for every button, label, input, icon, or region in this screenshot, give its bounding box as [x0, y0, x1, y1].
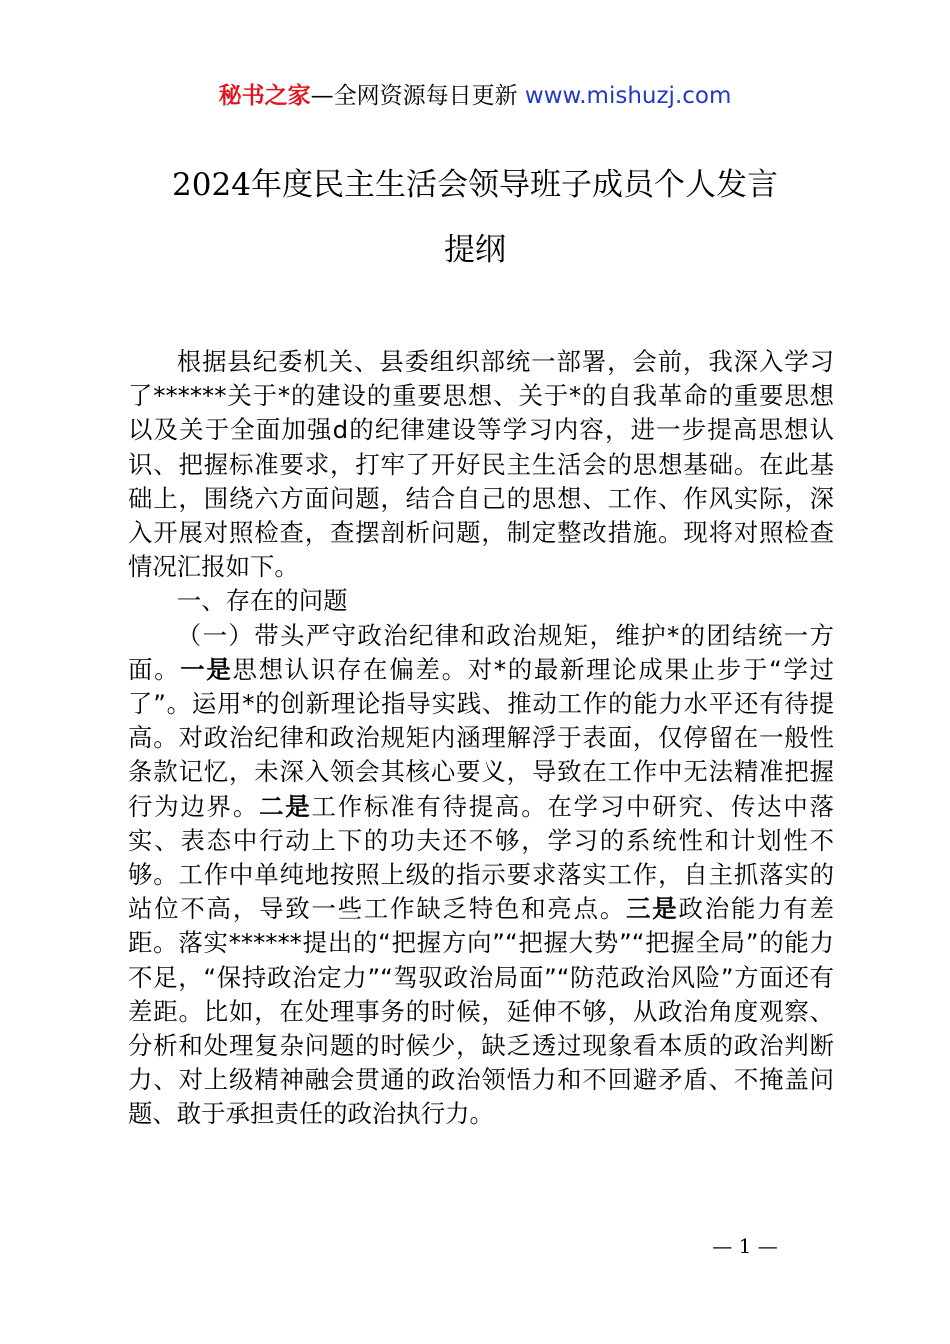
document-body: [128, 345, 834, 1132]
point-1-label: 一是: [180, 654, 233, 684]
point-3-text: 政治能力有差距。落实******提出的“把握方向”“把握大势”“把握全局”的能力不足，“保持政治定力”“驾驭政治局面”“防范政治风险”方面还有差距。比如，在处理事务的时候，延伸不够，从政治角度观察、分析和处理复杂问题的时候少，缺乏透过现象看本质的政治判断力、对上级精神融会贯通的政治领悟力和不回避矛盾、不掩盖问题、敢于承担责任的政治执行力。: [128, 894, 834, 1129]
document-title-line-2: 提纲: [444, 232, 506, 268]
page-number: — 1 —: [712, 1234, 778, 1258]
point-2-label: 二是: [259, 791, 312, 821]
point-1-text: 思想认识存在偏差。对*的最新理论成果止步于“学过了”。运用*的创新理论指导实践、推动工作的能力水平还有待提高。对政治纪律和政治规矩内涵理解浮于表面，仅停留在一般性条款记忆，未深入领会其核心要义，导致在工作中无法精准把握行为边界。: [128, 654, 834, 821]
point-2-text: 工作标准有待提高。在学习中研究、传达中落实、表态中行动上下的功夫还不够，学习的系统性和计划性不够。工作中单纯地按照上级的指示要求落实工作，自主抓落实的站位不高，导致一些工作缺乏特色和亮点。: [128, 791, 834, 924]
site-url-link[interactable]: www.mishuzj.com: [524, 83, 732, 109]
point-3-label: 三是: [626, 894, 679, 924]
document-title-line-1: 2024年度民主生活会领导班子成员个人发言: [172, 167, 778, 203]
site-header: [0, 80, 950, 112]
intro-paragraph: 根据县纪委机关、县委组织部统一部署，会前，我深入学习了******关于*的建设的重要思想、关于*的自我革命的重要思想以及关于全面加强d的纪律建设等学习内容，进一步提高思想认识、把握标准要求，打牢了开好民主生活会的思想基础。在此基础上，围绕六方面问题，结合自己的思想、工作、作风实际，深入开展对照检查，查摆剖析问题，制定整改措施。现将对照检查情况汇报如下。: [128, 347, 834, 582]
section-heading: 一、存在的问题: [176, 586, 348, 616]
document-title: [100, 162, 850, 273]
site-name: 秘书之家: [218, 83, 311, 109]
site-tagline: —全网资源每日更新: [310, 83, 518, 109]
subsection-heading: （一）带头严守政治纪律和政治规矩，维护*的团结统一方面。: [128, 620, 834, 684]
subsection-paragraph: [128, 619, 834, 1132]
